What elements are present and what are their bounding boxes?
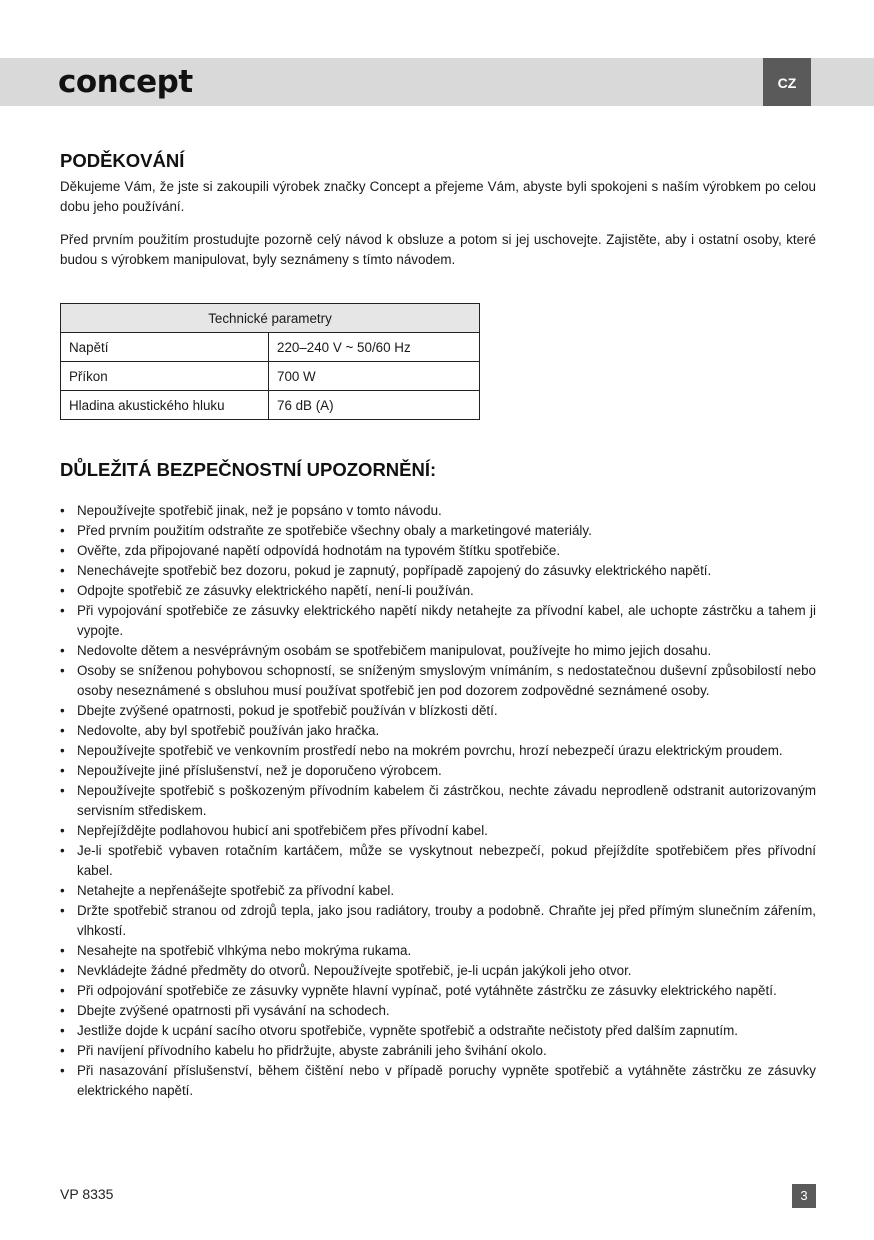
bullet-icon: • (60, 1063, 65, 1078)
safety-item (60, 721, 816, 741)
safety-item-text: Při nasazování příslušenství, během čištění nebo v případě poruchy vypněte spotřebič a vytáhněte zástrčku ze zásuvky elektrického napětí. (77, 1063, 816, 1098)
safety-item (60, 581, 816, 601)
safety-item-text: Osoby se sníženou pohybovou schopností, se sníženým smyslovým vnímáním, s nedostatečnou duševní způsobilostí nebo osoby neseznámené s obsluhou musí používat spotřebič jen pod dozorem zodpovědné seznámené osoby. (77, 663, 816, 698)
bullet-icon: • (60, 843, 65, 858)
safety-item (60, 901, 816, 941)
bullet-icon: • (60, 783, 65, 798)
safety-item (60, 501, 816, 521)
bullet-icon: • (60, 1023, 65, 1038)
bullet-icon: • (60, 743, 65, 758)
page-number: 3 (792, 1184, 816, 1208)
spec-row (61, 391, 480, 420)
safety-item-text: Nepoužívejte spotřebič jinak, než je popsáno v tomto návodu. (77, 503, 442, 518)
safety-item (60, 561, 816, 581)
safety-item-text: Nenechávejte spotřebič bez dozoru, pokud je zapnutý, popřípadě zapojený do zásuvky elektrického napětí. (77, 563, 712, 578)
safety-item (60, 1041, 816, 1061)
safety-item (60, 761, 816, 781)
safety-item-text: Ověřte, zda připojované napětí odpovídá hodnotám na typovém štítku spotřebiče. (77, 543, 561, 558)
safety-item-text: Nedovolte, aby byl spotřebič používán jako hračka. (77, 723, 380, 738)
safety-item-text: Nepoužívejte jiné příslušenství, než je doporučeno výrobcem. (77, 763, 442, 778)
safety-item-text: Dbejte zvýšené opatrnosti při vysávání na schodech. (77, 1003, 390, 1018)
bullet-icon: • (60, 703, 65, 718)
safety-item (60, 1061, 816, 1101)
safety-item-text: Při odpojování spotřebiče ze zásuvky vypněte hlavní vypínač, poté vytáhněte zástrčku ze zásuvky elektrického napětí. (77, 983, 777, 998)
bullet-icon: • (60, 603, 65, 618)
spec-label: Příkon (61, 362, 269, 391)
bullet-icon: • (60, 583, 65, 598)
safety-item (60, 741, 816, 761)
safety-item-text: Před prvním použitím odstraňte ze spotřebiče všechny obaly a marketingové materiály. (77, 523, 592, 538)
safety-item (60, 1001, 816, 1021)
bullet-icon: • (60, 643, 65, 658)
bullet-icon: • (60, 983, 65, 998)
safety-item (60, 881, 816, 901)
safety-heading: DŮLEŽITÁ BEZPEČNOSTNÍ UPOZORNĚNÍ: (60, 459, 437, 480)
language-tab: CZ (763, 58, 811, 106)
safety-item-text: Nevkládejte žádné předměty do otvorů. Nepoužívejte spotřebič, je-li ucpán jakýkoli jeho otvor. (77, 963, 632, 978)
safety-item (60, 981, 816, 1001)
safety-item (60, 781, 816, 821)
spec-value: 700 W (269, 362, 480, 391)
bullet-icon: • (60, 523, 65, 538)
bullet-icon: • (60, 763, 65, 778)
safety-item (60, 821, 816, 841)
safety-item-text: Netahejte a nepřenášejte spotřebič za přívodní kabel. (77, 883, 395, 898)
bullet-icon: • (60, 1003, 65, 1018)
safety-item (60, 641, 816, 661)
safety-item (60, 1021, 816, 1041)
safety-list (60, 501, 816, 1101)
thanks-heading: PODĚKOVÁNÍ (60, 150, 185, 171)
safety-item (60, 521, 816, 541)
bullet-icon: • (60, 1043, 65, 1058)
bullet-icon: • (60, 543, 65, 558)
bullet-icon: • (60, 903, 65, 918)
safety-item (60, 841, 816, 881)
spec-value: 76 dB (A) (269, 391, 480, 420)
bullet-icon: • (60, 503, 65, 518)
safety-item (60, 961, 816, 981)
safety-item-text: Nedovolte dětem a nesvéprávným osobám se spotřebičem manipulovat, používejte ho mimo jejich dosahu. (77, 643, 712, 658)
spec-label: Hladina akustického hluku (61, 391, 269, 420)
thanks-paragraph-1: Děkujeme Vám, že jste si zakoupili výrobek značky Concept a přejeme Vám, abyste byli spokojeni s naším výrobkem po celou dobu jeho používání. (60, 179, 816, 214)
safety-item-text: Při vypojování spotřebiče ze zásuvky elektrického napětí nikdy netahejte za přívodní kabel, ale uchopte zástrčku a tahem ji vypojte. (77, 603, 816, 638)
bullet-icon: • (60, 883, 65, 898)
spec-row (61, 333, 480, 362)
safety-item-text: Nepřejíždějte podlahovou hubicí ani spotřebičem přes přívodní kabel. (77, 823, 488, 838)
safety-item (60, 701, 816, 721)
safety-item (60, 661, 816, 701)
safety-item-text: Dbejte zvýšené opatrnosti, pokud je spotřebič používán v blízkosti dětí. (77, 703, 498, 718)
spec-row (61, 362, 480, 391)
bullet-icon: • (60, 723, 65, 738)
safety-item-text: Držte spotřebič stranou od zdrojů tepla, jako jsou radiátory, trouby a podobně. Chraňte jej před přímým slunečním zářením, vlhkostí. (77, 903, 816, 938)
safety-item-text: Nepoužívejte spotřebič ve venkovním prostředí nebo na mokrém povrchu, hrozí nebezpečí úrazu elektrickým proudem. (77, 743, 783, 758)
safety-item-text: Odpojte spotřebič ze zásuvky elektrického napětí, není-li používán. (77, 583, 474, 598)
safety-item (60, 541, 816, 561)
spec-table (60, 303, 480, 420)
bullet-icon: • (60, 663, 65, 678)
spec-value: 220–240 V ~ 50/60 Hz (269, 333, 480, 362)
brand-logo: concept (58, 64, 193, 100)
safety-item-text: Při navíjení přívodního kabelu ho přidržujte, abyste zabránili jeho švihání okolo. (77, 1043, 547, 1058)
safety-item-text: Jestliže dojde k ucpání sacího otvoru spotřebiče, vypněte spotřebič a odstraňte nečistoty před dalším zapnutím. (77, 1023, 738, 1038)
safety-item-text: Nesahejte na spotřebič vlhkýma nebo mokrýma rukama. (77, 943, 412, 958)
safety-item-text: Je-li spotřebič vybaven rotačním kartáčem, může se vyskytnout nebezpečí, pokud přejíždíte spotřebičem přes přívodní kabel. (77, 843, 816, 878)
safety-item (60, 941, 816, 961)
spec-table-title: Technické parametry (61, 304, 480, 333)
safety-item (60, 601, 816, 641)
bullet-icon: • (60, 963, 65, 978)
bullet-icon: • (60, 823, 65, 838)
model-number: VP 8335 (60, 1186, 114, 1202)
safety-item-text: Nepoužívejte spotřebič s poškozeným přívodním kabelem či zástrčkou, nechte závadu neprodleně odstranit autorizovaným servisním střediskem. (77, 783, 816, 818)
bullet-icon: • (60, 563, 65, 578)
spec-label: Napětí (61, 333, 269, 362)
thanks-paragraph-2: Před prvním použitím prostudujte pozorně celý návod k obsluze a potom si jej uschovejte. Zajistěte, aby i ostatní osoby, které budou s výrobkem manipulovat, byly seznámeny s tímto návodem. (60, 232, 816, 267)
bullet-icon: • (60, 943, 65, 958)
